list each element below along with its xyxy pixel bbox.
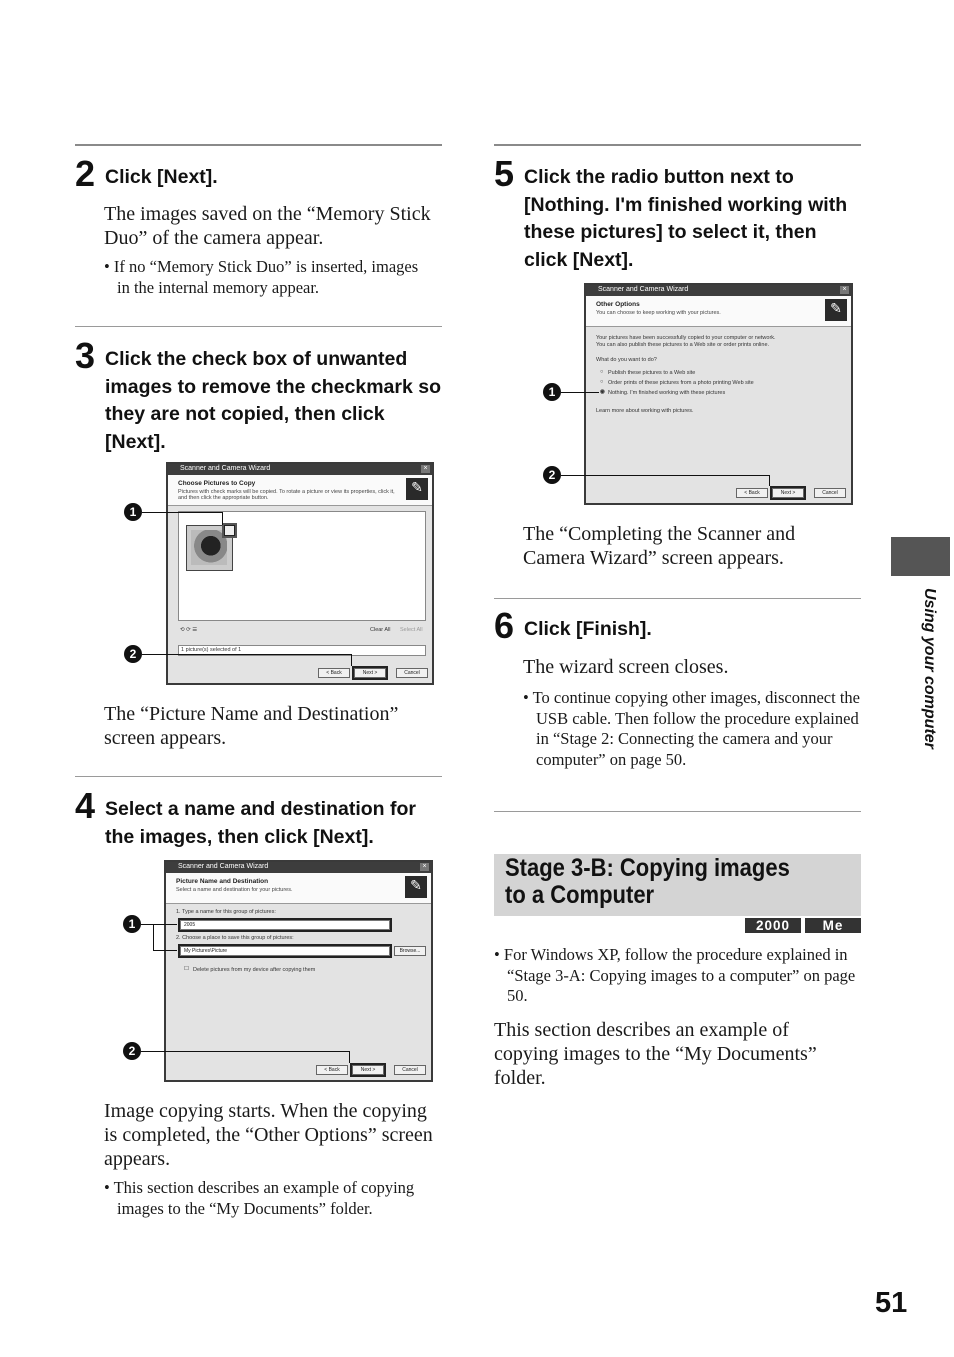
status-text: 1 picture(s) selected of 1 [181,647,242,653]
radio-nothing[interactable]: ◉ [600,389,605,395]
info-line-2: You can also publish these pictures to a Web site or order prints online. [596,342,770,348]
rotate-icons[interactable]: ⟲ ⟳ ☰ [180,627,198,633]
camera-wizard-icon: ✎ [406,478,428,500]
section-note: • For Windows XP, follow the procedure explained in “Stage 3-A: Copying images to a computer” on page 50. [494,945,856,1005]
wizard-header [168,475,432,506]
callout-2-leader [561,475,769,476]
callout-2-leader [142,654,351,655]
next-button[interactable]: Next > [354,668,386,678]
delete-option-label: Delete pictures from my device after copying them [193,967,316,973]
callout-2-leader [141,1051,349,1052]
back-button[interactable]: < Back [318,668,350,678]
callout-2: 2 [123,1042,141,1060]
step-6-note: • To continue copying other images, disconnect the USB cable. Then follow the procedure explained in “Stage 2: Connecting the camera and your computer” on page 50. [523,688,860,769]
callout-1: 1 [123,915,141,933]
header-subtitle: Select a name and destination for your pictures. [176,887,293,893]
window-titlebar [586,285,851,296]
next-button[interactable]: Next > [352,1065,384,1075]
cancel-button[interactable]: Cancel [396,668,428,678]
step-3-after: The “Picture Name and Destination” screen appears. [104,703,399,749]
os-badge-2000: 2000 [745,918,801,933]
radio-publish[interactable]: ○ [600,369,604,375]
side-label-text: Using your computer [921,588,938,749]
callout-1-leader [561,392,599,393]
select-all-link[interactable]: Select All [400,627,423,633]
screenshot-picture-name [164,860,433,1082]
section-body: This section describes an example of copying images to the “My Documents” folder. [494,1019,817,1089]
callout-2: 2 [124,645,142,663]
question-label: What do you want to do? [596,357,657,363]
step-2-body: The images saved on the “Memory Stick Duo” of the camera appear. [104,203,431,249]
camera-wizard-icon: ✎ [825,299,847,321]
window-title: Scanner and Camera Wizard [598,286,689,293]
wizard-header [586,296,851,327]
header-title: Picture Name and Destination [176,878,269,885]
callout-1-leader [142,512,222,513]
step-5-after: The “Completing the Scanner and Camera Wizard” screen appears. [523,523,796,569]
window-title: Scanner and Camera Wizard [178,863,269,870]
header-title: Choose Pictures to Copy [178,480,256,487]
close-icon: × [840,286,849,294]
back-button[interactable]: < Back [736,488,768,498]
header-subtitle: Pictures with check marks will be copied. To rotate a picture or view its properties, click it, and then click the appropriate button. [178,489,395,501]
rule-step-3 [75,326,442,327]
rule-top-right [494,144,861,146]
step-4-after: Image copying starts. When the copying is completed, the “Other Options” screen appears. [104,1100,433,1170]
name-label: 1. Type a name for this group of pictures: [176,909,276,915]
callout-2: 2 [543,466,561,484]
section-title: Stage 3-B: Copying images to a Computer [505,854,790,909]
screenshot-choose-pictures [166,462,434,685]
destination-combo[interactable]: My Pictures\Picture [180,946,390,956]
learn-more-link[interactable]: Learn more about working with pictures. [596,408,694,414]
checkbox[interactable] [224,525,235,536]
callout-1-leader-lower [153,950,177,951]
os-badge-me: Me [805,918,861,933]
destination-label: 2. Choose a place to save this group of pictures: [176,935,294,941]
callout-1-leader-vertical [222,512,223,525]
cancel-button[interactable]: Cancel [394,1065,426,1075]
window-titlebar [168,464,432,475]
rule-step-6 [494,598,861,599]
section-heading-band [494,854,861,916]
step-6-body: The wizard screen closes. [523,656,729,678]
wizard-header [166,873,431,904]
option-nothing-label: Nothing. I'm finished working with these pictures [608,390,726,396]
option-publish-label: Publish these pictures to a Web site [608,370,696,376]
callout-2-leader-vertical [351,654,352,666]
cancel-button[interactable]: Cancel [814,488,846,498]
step-number: 5 [494,153,515,194]
window-titlebar [166,862,431,873]
step-2-note: • If no “Memory Stick Duo” is inserted, images in the internal memory appear. [104,257,419,297]
step-title: Click [Next]. [105,166,218,188]
thumbnail-image [191,530,227,565]
step-number: 3 [75,335,96,376]
step-title: Click the radio button next to [Nothing. I'm finished working with these pictures] to select it, then click [Next]. [524,166,848,271]
page-number: 51 [875,1287,908,1319]
header-subtitle: You can choose to keep working with your pictures. [596,310,721,316]
camera-wizard-icon: ✎ [405,876,427,898]
name-combo[interactable]: 2005 [180,920,390,930]
step-number: 6 [494,605,515,646]
next-button[interactable]: Next > [772,488,804,498]
delete-checkbox[interactable]: ☐ [184,966,189,972]
callout-1: 1 [124,503,142,521]
browse-button[interactable]: Browse... [394,946,426,956]
close-icon: × [421,465,430,473]
side-tab-marker [891,537,950,576]
step-title: Click the check box of unwanted images to remove the checkmark so they are not copied, then click [Next]. [105,348,441,453]
rule-section [494,811,861,812]
window-title: Scanner and Camera Wizard [180,465,271,472]
callout-1: 1 [543,383,561,401]
side-label [896,588,938,758]
callout-2-leader-vertical [769,475,770,486]
picture-list [178,511,426,621]
step-title: Select a name and destination for the images, then click [Next]. [105,798,416,848]
step-4-note: • This section describes an example of copying images to the “My Documents” folder. [104,1178,415,1218]
rule-top-left [75,144,442,146]
clear-all-link[interactable]: Clear All [370,627,391,633]
info-line-1: Your pictures have been successfully copied to your computer or network. [596,335,776,341]
screenshot-other-options [584,283,853,505]
callout-1-leader-bracket [153,924,154,950]
step-number: 2 [75,153,96,194]
header-title: Other Options [596,301,640,308]
callout-2-leader-vertical [349,1051,350,1063]
radio-order[interactable]: ○ [600,379,604,385]
step-number: 4 [75,785,96,826]
back-button[interactable]: < Back [316,1065,348,1075]
option-order-label: Order prints of these pictures from a photo printing Web site [608,380,754,386]
rule-step-4 [75,776,442,777]
step-title: Click [Finish]. [524,618,652,640]
callout-1-leader [141,924,177,925]
close-icon: × [420,863,429,871]
